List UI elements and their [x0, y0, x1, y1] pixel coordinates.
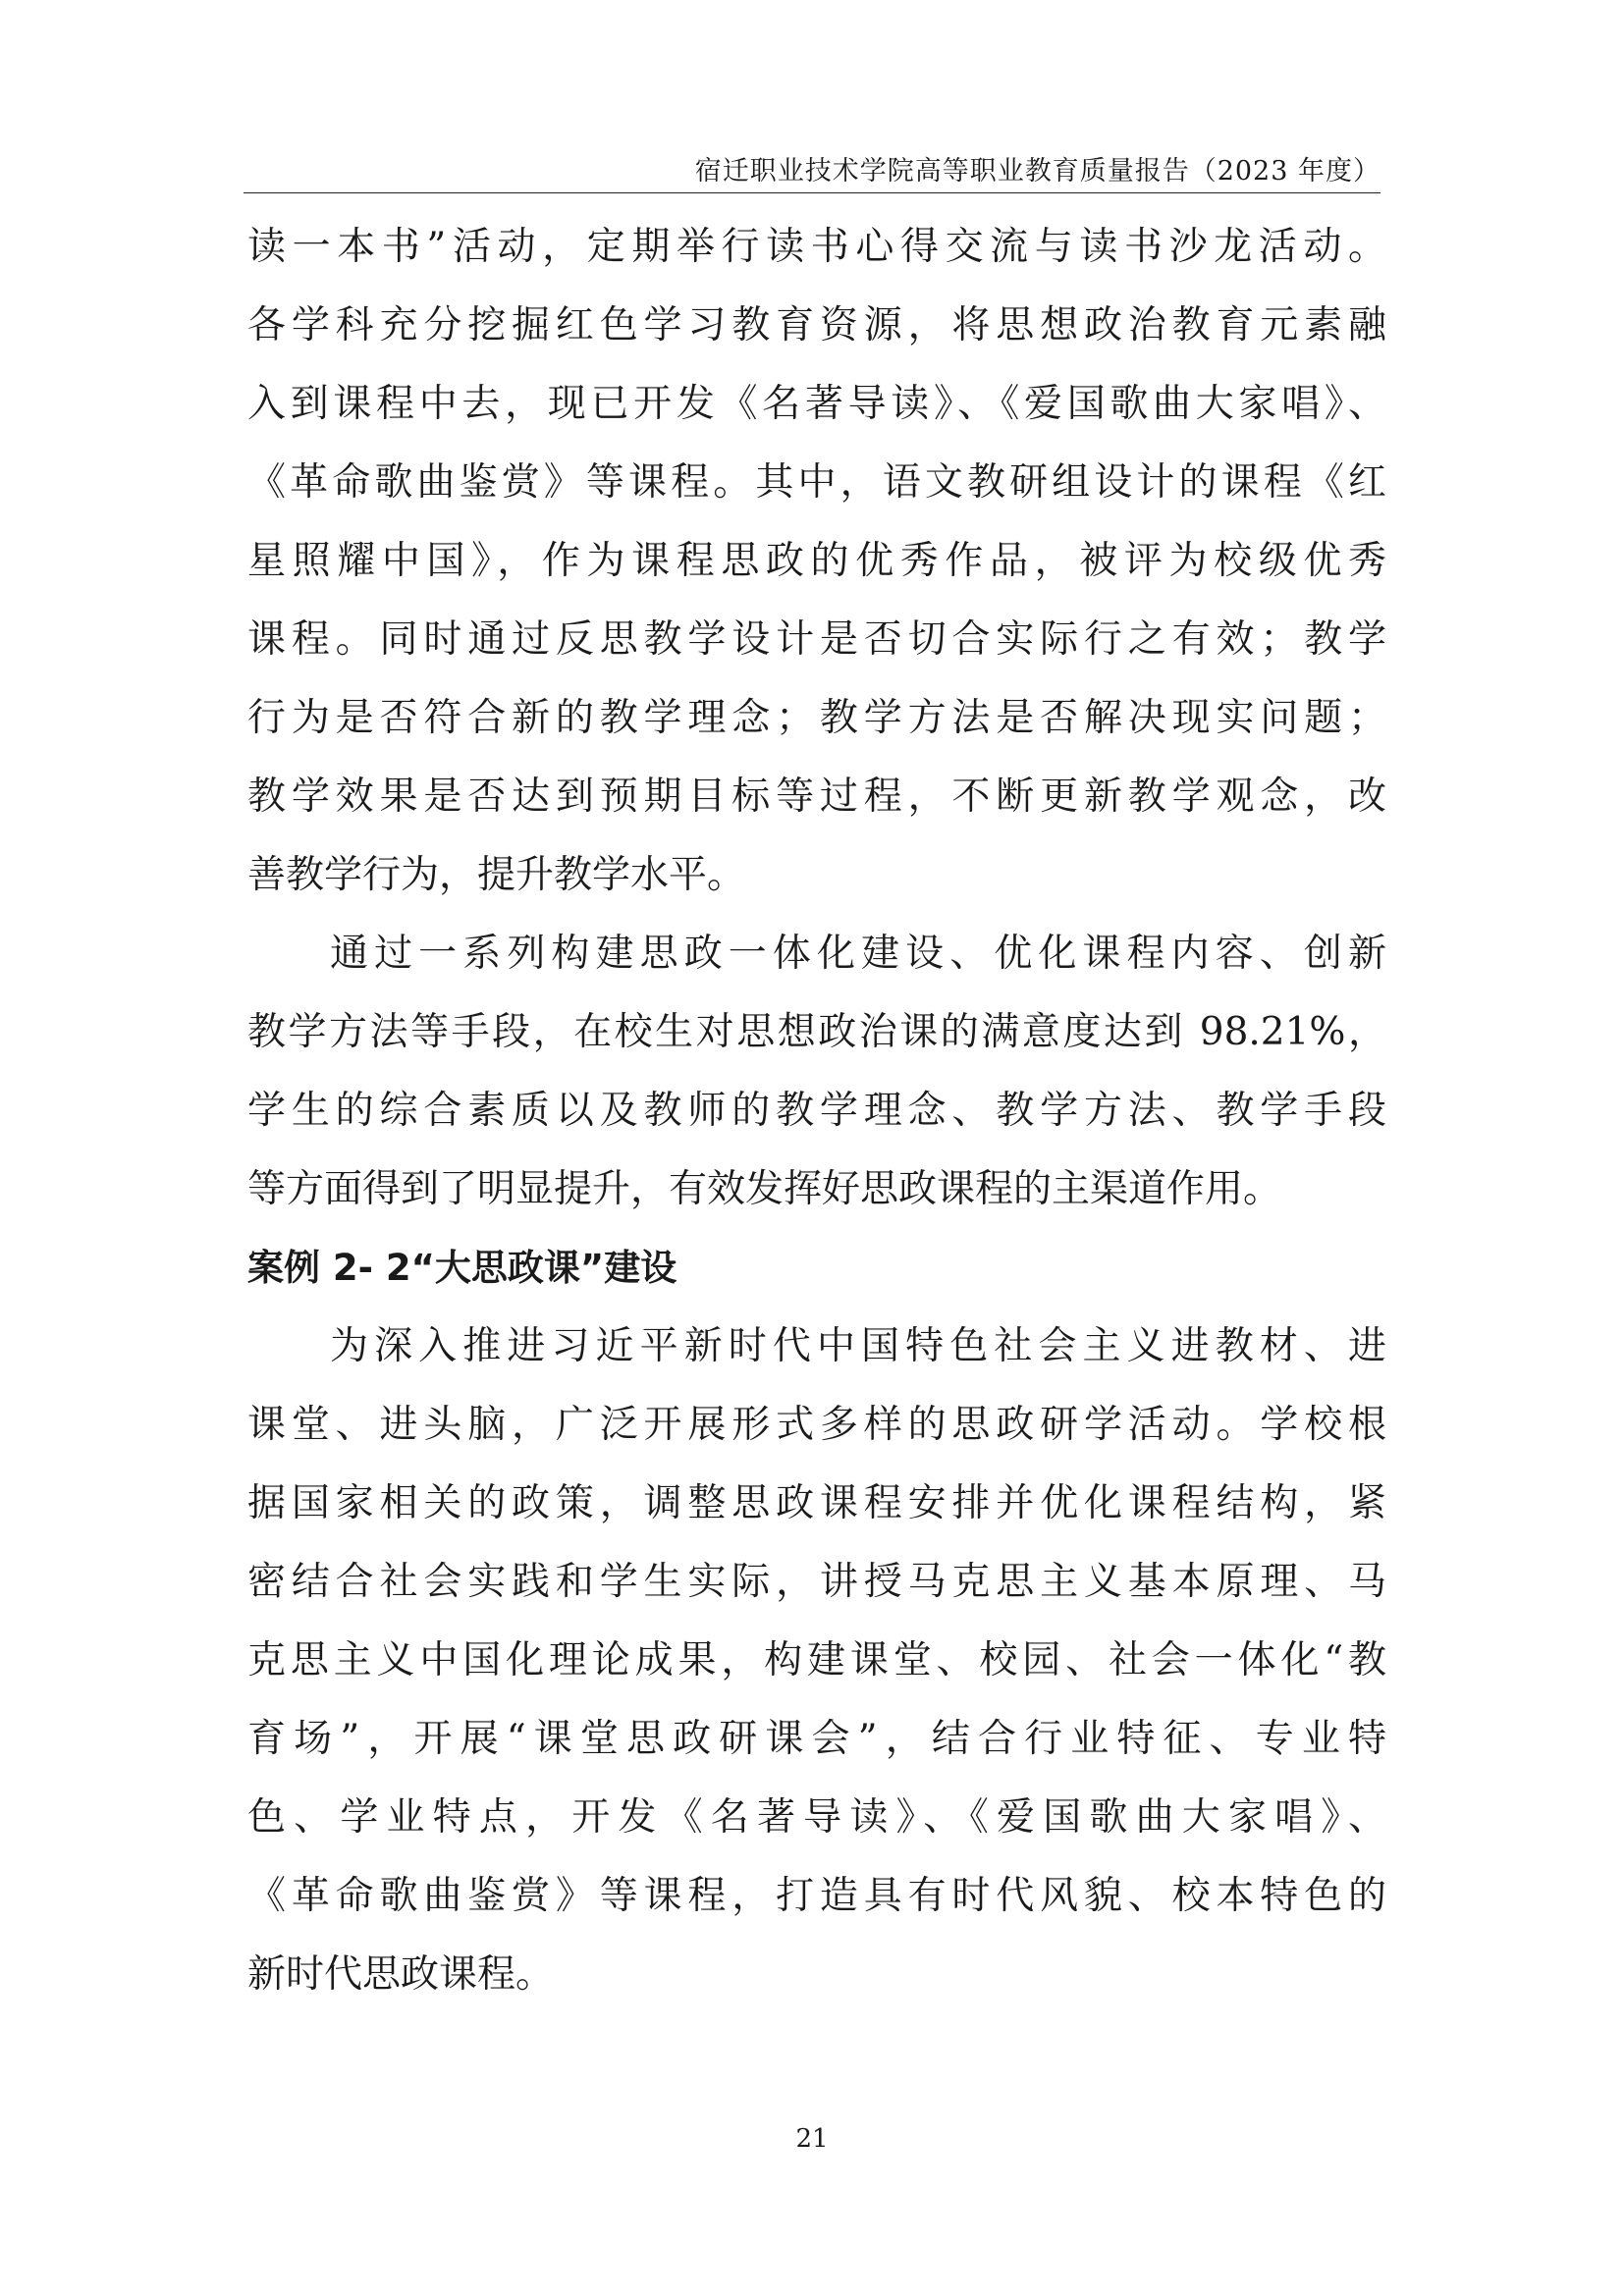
paragraph-line: 密结合社会实践和学生实际，讲授马克思主义基本原理、马: [247, 1560, 1386, 1604]
header-divider: [244, 192, 1380, 193]
paragraph-line: 为深入推进习近平新时代中国特色社会主义进教材、进: [330, 1324, 1386, 1368]
case-heading: 案例 2- 2“大思政课”建设: [247, 1247, 677, 1289]
paragraph-line: 星照耀中国》，作为课程思政的优秀作品，被评为校级优秀: [247, 539, 1386, 583]
paragraph-line: 入到课程中去，现已开发《名著导读》、《爱国歌曲大家唱》、: [247, 382, 1386, 426]
paragraph-line: 教学效果是否达到预期目标等过程，不断更新教学观念，改: [247, 774, 1386, 819]
paragraph-line: 据国家相关的政策，调整思政课程安排并优化课程结构，紧: [247, 1481, 1386, 1525]
paragraph-line: 《革命歌曲鉴赏》等课程。其中，语文教研组设计的课程《红: [247, 460, 1386, 505]
paragraph-line: 善教学行为，提升教学水平。: [247, 853, 746, 897]
running-header: 宿迁职业技术学院高等职业教育质量报告（2023 年度）: [694, 156, 1380, 187]
paragraph-line: 读一本书”活动，定期举行读书心得交流与读书沙龙活动。: [247, 225, 1386, 269]
paragraph-continued-reading-activities: [247, 208, 1386, 915]
paragraph-line: 行为是否符合新的教学理念；教学方法是否解决现实问题；: [247, 696, 1386, 740]
paragraph-line: 色、学业特点，开发《名著导读》、《爱国歌曲大家唱》、: [247, 1795, 1386, 1840]
paragraph-line: 《革命歌曲鉴赏》等课程，打造具有时代风貌、校本特色的: [247, 1874, 1386, 1918]
paragraph-line: 新时代思政课程。: [247, 1952, 555, 1997]
paragraph-line: 等方面得到了明显提升，有效发挥好思政课程的主渠道作用。: [247, 1167, 1282, 1211]
paragraph-big-ideological-course: [247, 1308, 1386, 2014]
paragraph-line: 课程。同时通过反思教学设计是否切合实际行之有效；教学: [247, 617, 1386, 662]
page-number: 21: [795, 2124, 829, 2154]
paragraph-line: 通过一系列构建思政一体化建设、优化课程内容、创新: [330, 932, 1386, 976]
page-body: [247, 208, 1386, 2014]
paragraph-line: 克思主义中国化理论成果，构建课堂、校园、社会一体化“教: [247, 1638, 1386, 1682]
paragraph-line: 教学方法等手段，在校生对思想政治课的满意度达到 98.21%，: [247, 1010, 1386, 1054]
paragraph-line: 学生的综合素质以及教师的教学理念、教学方法、教学手段: [247, 1089, 1386, 1133]
paragraph-line: 课堂、进头脑，广泛开展形式多样的思政研学活动。学校根: [247, 1403, 1386, 1447]
paragraph-line: 各学科充分挖掘红色学习教育资源，将思想政治教育元素融: [247, 303, 1386, 347]
paragraph-line: 育场”，开展“课堂思政研课会”，结合行业特征、专业特: [247, 1717, 1386, 1761]
paragraph-satisfaction-results: [247, 915, 1386, 1229]
